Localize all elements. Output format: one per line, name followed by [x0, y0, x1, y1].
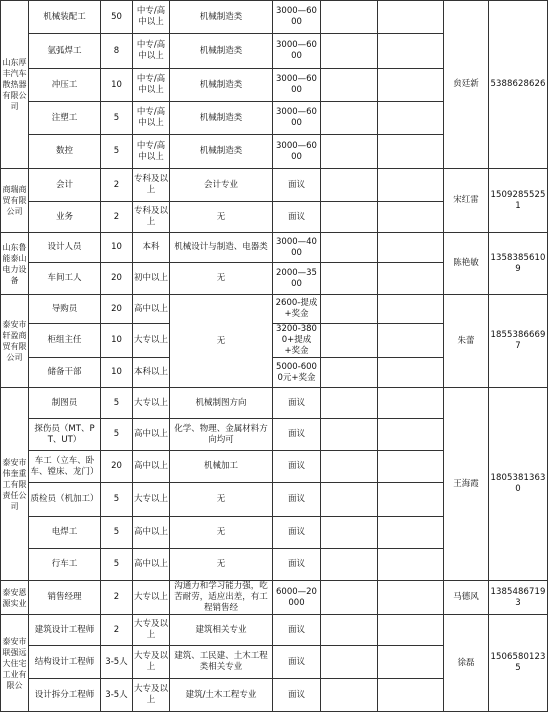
- table-body: [1, 1, 548, 712]
- education-cell: 高中以上: [133, 549, 170, 581]
- education-cell: 中专/高中以上: [133, 34, 170, 69]
- headcount-cell: 10: [101, 233, 133, 263]
- education-cell: 高中以上: [133, 419, 170, 451]
- education-cell: 大专以上: [133, 324, 170, 358]
- dept-cell: [378, 263, 444, 295]
- salary-cell: 3000—6000: [273, 1, 321, 34]
- headcount-cell: 5: [101, 517, 133, 549]
- education-cell: 高中以上: [133, 451, 170, 483]
- salary-cell: 6000—20000: [273, 581, 321, 615]
- welfare-cell: [321, 69, 378, 102]
- salary-cell: 面议: [273, 483, 321, 517]
- salary-cell: 3000—6000: [273, 69, 321, 102]
- education-cell: 高中以上: [133, 517, 170, 549]
- education-cell: 大专以上: [133, 581, 170, 615]
- dept-cell: [378, 102, 444, 135]
- dept-cell: [378, 388, 444, 419]
- company-name: 商瑞商贸有限公司: [1, 169, 29, 233]
- education-cell: 大专以上: [133, 388, 170, 419]
- table-row: [1, 233, 548, 263]
- welfare-cell: [321, 679, 378, 712]
- dept-cell: [378, 1, 444, 34]
- major-cell: 机械制造类: [170, 102, 273, 135]
- position-cell: 质检员（机加工）: [29, 483, 101, 517]
- position-cell: 储备干部: [29, 358, 101, 388]
- welfare-cell: [321, 358, 378, 388]
- headcount-cell: 5: [101, 549, 133, 581]
- headcount-cell: 20: [101, 451, 133, 483]
- salary-cell: 面议: [273, 615, 321, 646]
- dept-cell: [378, 233, 444, 263]
- contact-phone: 18053813630: [489, 388, 548, 581]
- contact-phone: 5388628626: [489, 1, 548, 169]
- table-row: [1, 295, 548, 324]
- dept-cell: [378, 517, 444, 549]
- position-cell: 行车工: [29, 549, 101, 581]
- major-cell: 机械制图方向: [170, 388, 273, 419]
- table-row: [1, 169, 548, 202]
- education-cell: 中专/高中以上: [133, 1, 170, 34]
- contact-phone: 18553866697: [489, 295, 548, 388]
- welfare-cell: [321, 1, 378, 34]
- major-cell: 无: [170, 549, 273, 581]
- headcount-cell: 3-5人: [101, 679, 133, 712]
- welfare-cell: [321, 102, 378, 135]
- salary-cell: 面议: [273, 419, 321, 451]
- salary-cell: 面议: [273, 549, 321, 581]
- position-cell: 注塑工: [29, 102, 101, 135]
- education-cell: 中专/高中以上: [133, 69, 170, 102]
- major-cell: 无: [170, 263, 273, 295]
- dept-cell: [378, 34, 444, 69]
- contact-name: 宋红雷: [444, 169, 489, 233]
- contact-phone: 13583856109: [489, 233, 548, 295]
- major-cell: 机械制造类: [170, 1, 273, 34]
- dept-cell: [378, 451, 444, 483]
- education-cell: 大专以上: [133, 483, 170, 517]
- position-cell: 导购员: [29, 295, 101, 324]
- salary-cell: 2600-提成+奖金: [273, 295, 321, 324]
- dept-cell: [378, 358, 444, 388]
- welfare-cell: [321, 517, 378, 549]
- welfare-cell: [321, 169, 378, 202]
- major-cell: 建筑/土木工程专业: [170, 679, 273, 712]
- education-cell: 大专及以上: [133, 646, 170, 679]
- education-cell: 专科及以上: [133, 202, 170, 233]
- contact-name: 朱蕾: [444, 295, 489, 388]
- position-cell: 业务: [29, 202, 101, 233]
- welfare-cell: [321, 324, 378, 358]
- table-row: [1, 581, 548, 615]
- position-cell: 销售经理: [29, 581, 101, 615]
- dept-cell: [378, 581, 444, 615]
- major-cell: 机械制造类: [170, 34, 273, 69]
- contact-name: 徐磊: [444, 615, 489, 712]
- salary-cell: 3200-3800+提成+奖金: [273, 324, 321, 358]
- welfare-cell: [321, 388, 378, 419]
- education-cell: 本科以上: [133, 358, 170, 388]
- contact-name: 贠廷新: [444, 1, 489, 169]
- welfare-cell: [321, 451, 378, 483]
- headcount-cell: 20: [101, 295, 133, 324]
- welfare-cell: [321, 263, 378, 295]
- welfare-cell: [321, 615, 378, 646]
- company-name: 泰安恩源实业: [1, 581, 29, 615]
- welfare-cell: [321, 483, 378, 517]
- headcount-cell: 10: [101, 69, 133, 102]
- position-cell: 车间工人: [29, 263, 101, 295]
- dept-cell: [378, 295, 444, 324]
- position-cell: 探伤员（MT、PT、UT）: [29, 419, 101, 451]
- contact-name: 陈艳敏: [444, 233, 489, 295]
- welfare-cell: [321, 419, 378, 451]
- major-cell: 机械制造类: [170, 69, 273, 102]
- education-cell: 大专及以上: [133, 615, 170, 646]
- headcount-cell: 5: [101, 483, 133, 517]
- table-row: [1, 1, 548, 34]
- salary-cell: 面议: [273, 202, 321, 233]
- dept-cell: [378, 646, 444, 679]
- contact-phone: 13854867193: [489, 581, 548, 615]
- position-cell: 机械装配工: [29, 1, 101, 34]
- position-cell: 柜组主任: [29, 324, 101, 358]
- position-cell: 车工（立车、卧车、镗床、龙门）: [29, 451, 101, 483]
- major-cell: 机械制造类: [170, 135, 273, 169]
- welfare-cell: [321, 295, 378, 324]
- company-name: 山东鲁能泰山电力设备: [1, 233, 29, 295]
- salary-cell: 3000—6000: [273, 135, 321, 169]
- education-cell: 大专及以上: [133, 679, 170, 712]
- major-cell: 建筑相关专业: [170, 615, 273, 646]
- position-cell: 设计拆分工程师: [29, 679, 101, 712]
- major-cell: 机械设计与制造、电器类: [170, 233, 273, 263]
- dept-cell: [378, 69, 444, 102]
- dept-cell: [378, 679, 444, 712]
- salary-cell: 3000—4000: [273, 233, 321, 263]
- contact-phone: 15065801235: [489, 615, 548, 712]
- headcount-cell: 2: [101, 169, 133, 202]
- dept-cell: [378, 324, 444, 358]
- headcount-cell: 5: [101, 102, 133, 135]
- table-row: [1, 615, 548, 646]
- welfare-cell: [321, 233, 378, 263]
- headcount-cell: 50: [101, 1, 133, 34]
- major-cell: 建筑、工民建、土木工程类相关专业: [170, 646, 273, 679]
- dept-cell: [378, 135, 444, 169]
- welfare-cell: [321, 202, 378, 233]
- headcount-cell: 5: [101, 388, 133, 419]
- education-cell: 高中以上: [133, 295, 170, 324]
- headcount-cell: 2: [101, 581, 133, 615]
- welfare-cell: [321, 581, 378, 615]
- major-cell: 无: [170, 295, 273, 388]
- education-cell: 初中以上: [133, 263, 170, 295]
- major-cell: 机械加工: [170, 451, 273, 483]
- position-cell: 冲压工: [29, 69, 101, 102]
- headcount-cell: 8: [101, 34, 133, 69]
- welfare-cell: [321, 135, 378, 169]
- dept-cell: [378, 419, 444, 451]
- major-cell: 沟通力和学习能力强，吃苦耐劳，适应出差，有工程销售经: [170, 581, 273, 615]
- welfare-cell: [321, 549, 378, 581]
- company-name: 山东厚丰汽车散热器有限公司: [1, 1, 29, 169]
- headcount-cell: 10: [101, 358, 133, 388]
- dept-cell: [378, 202, 444, 233]
- position-cell: 设计人员: [29, 233, 101, 263]
- headcount-cell: 5: [101, 419, 133, 451]
- company-name: 泰安市轩盈商贸有限公司: [1, 295, 29, 388]
- headcount-cell: 5: [101, 135, 133, 169]
- salary-cell: 3000—6000: [273, 102, 321, 135]
- contact-phone: 15092855251: [489, 169, 548, 233]
- education-cell: 本科: [133, 233, 170, 263]
- salary-cell: 5000-6000元+奖金: [273, 358, 321, 388]
- headcount-cell: 2: [101, 615, 133, 646]
- education-cell: 中专/高中以上: [133, 135, 170, 169]
- position-cell: 会计: [29, 169, 101, 202]
- salary-cell: 面议: [273, 646, 321, 679]
- position-cell: 数控: [29, 135, 101, 169]
- salary-cell: 面议: [273, 451, 321, 483]
- headcount-cell: 20: [101, 263, 133, 295]
- headcount-cell: 3-5人: [101, 646, 133, 679]
- salary-cell: 2000—3500: [273, 263, 321, 295]
- position-cell: 结构设计工程师: [29, 646, 101, 679]
- company-name: 泰安市联强远大住宅工业有限公: [1, 615, 29, 712]
- salary-cell: 面议: [273, 388, 321, 419]
- welfare-cell: [321, 34, 378, 69]
- position-cell: 建筑设计工程师: [29, 615, 101, 646]
- major-cell: 无: [170, 202, 273, 233]
- salary-cell: 面议: [273, 517, 321, 549]
- salary-cell: 面议: [273, 169, 321, 202]
- contact-name: 王海霞: [444, 388, 489, 581]
- major-cell: 无: [170, 483, 273, 517]
- welfare-cell: [321, 646, 378, 679]
- dept-cell: [378, 169, 444, 202]
- salary-cell: 面议: [273, 679, 321, 712]
- major-cell: 化学、物理、金属材料方向均可: [170, 419, 273, 451]
- contact-name: 马德风: [444, 581, 489, 615]
- dept-cell: [378, 483, 444, 517]
- headcount-cell: 10: [101, 324, 133, 358]
- salary-cell: 3000—6000: [273, 34, 321, 69]
- position-cell: 氩弧焊工: [29, 34, 101, 69]
- position-cell: 电焊工: [29, 517, 101, 549]
- table-row: [1, 388, 548, 419]
- education-cell: 中专/高中以上: [133, 102, 170, 135]
- major-cell: 会计专业: [170, 169, 273, 202]
- dept-cell: [378, 549, 444, 581]
- company-name: 泰安市伟奎重工有限责任公司: [1, 388, 29, 581]
- major-cell: 无: [170, 517, 273, 549]
- headcount-cell: 2: [101, 202, 133, 233]
- position-cell: 制图员: [29, 388, 101, 419]
- education-cell: 专科及以上: [133, 169, 170, 202]
- dept-cell: [378, 615, 444, 646]
